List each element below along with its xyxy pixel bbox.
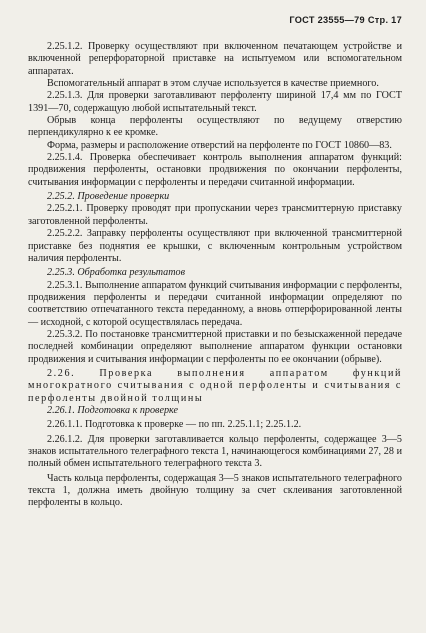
paragraph: Форма, размеры и расположение отверстий на перфоленте по ГОСТ 10860—83.: [47, 139, 392, 151]
paragraph: Вспомогательный аппарат в этом случае используется в качестве приемного.: [47, 78, 379, 90]
paragraph: 2.26.1.2. Для проверки заготавливается кольцо перфоленты, содержащее 3—5 знаков испытательного телеграфного текста 1, начинающегося комбинациями 27, 28 и полный обмен испытательного телеграфного текста 3.: [28, 433, 402, 470]
section-heading: 2.25.3. Обработка результатов: [47, 267, 185, 279]
paragraph: 2.26.1.1. Подготовка к проверке — по пп. 2.25.1.1; 2.25.1.2.: [47, 419, 302, 431]
section-heading: 2.25.2. Проведение проверки: [47, 191, 170, 203]
paragraph: 2.25.2.1. Проверку проводят при пропускании через трансмиттерную приставку заготовленной перфоленты.: [28, 203, 402, 227]
paragraph: Обрыв конца перфоленты осуществляют по ведущему отверстию перпендикулярно к ее кромке.: [28, 115, 402, 139]
paragraph: 2.25.1.2. Проверку осуществляют при включенном печатающем устройстве и включенной реперфораторной приставке на испытуемом или вспомогательном аппаратах.: [28, 41, 402, 77]
section-title: 2.26. Проверка выполнения аппаратом функций многократного считывания с одной перфоленты и считывания с перфоленты двойной толщины: [28, 367, 402, 404]
page-header: ГОСТ 23555—79 Стр. 17: [289, 15, 402, 25]
paragraph: 2.25.3.1. Выполнение аппаратом функций считывания информации с перфоленты, продвижения перфоленты и передачи считанной информации определяют по соответствию отпечатанного текста переданному, а вновь отперфорированной ленты — исходной, с которой осуществлялась передача.: [28, 279, 402, 328]
paragraph: 2.25.3.2. По постановке трансмиттерной приставки и по безыскаженной передаче последней комбинации определяют выполнение аппаратом функции остановки продвижения и считывания информации с перфоленты по ее окончании (обрыве).: [28, 328, 402, 365]
paragraph: 2.25.1.3. Для проверки заготавливают перфоленту шириной 17,4 мм по ГОСТ 1391—70, содержащую любой испытательный текст.: [28, 90, 402, 114]
document-body: [28, 41, 402, 510]
paragraph: 2.25.1.4. Проверка обеспечивает контроль выполнения аппаратом функций: продвижения перфоленты, остановки продвижения по окончании перфоленты, считывания информации с перфоленты и передачи считанной информации.: [28, 152, 402, 188]
paragraph: Часть кольца перфоленты, содержащая 3—5 знаков испытательного телеграфного текста 1, должна иметь двойную толщину за счет склеивания заготовленной перфоленты в кольцо.: [28, 472, 402, 509]
paragraph: 2.25.2.2. Заправку перфоленты осуществляют при включенной трансмиттерной приставке без поднятия ее крышки, с включенным контрольным устройством наличия перфоленты.: [28, 228, 402, 264]
section-heading: 2.26.1. Подготовка к проверке: [47, 404, 178, 416]
